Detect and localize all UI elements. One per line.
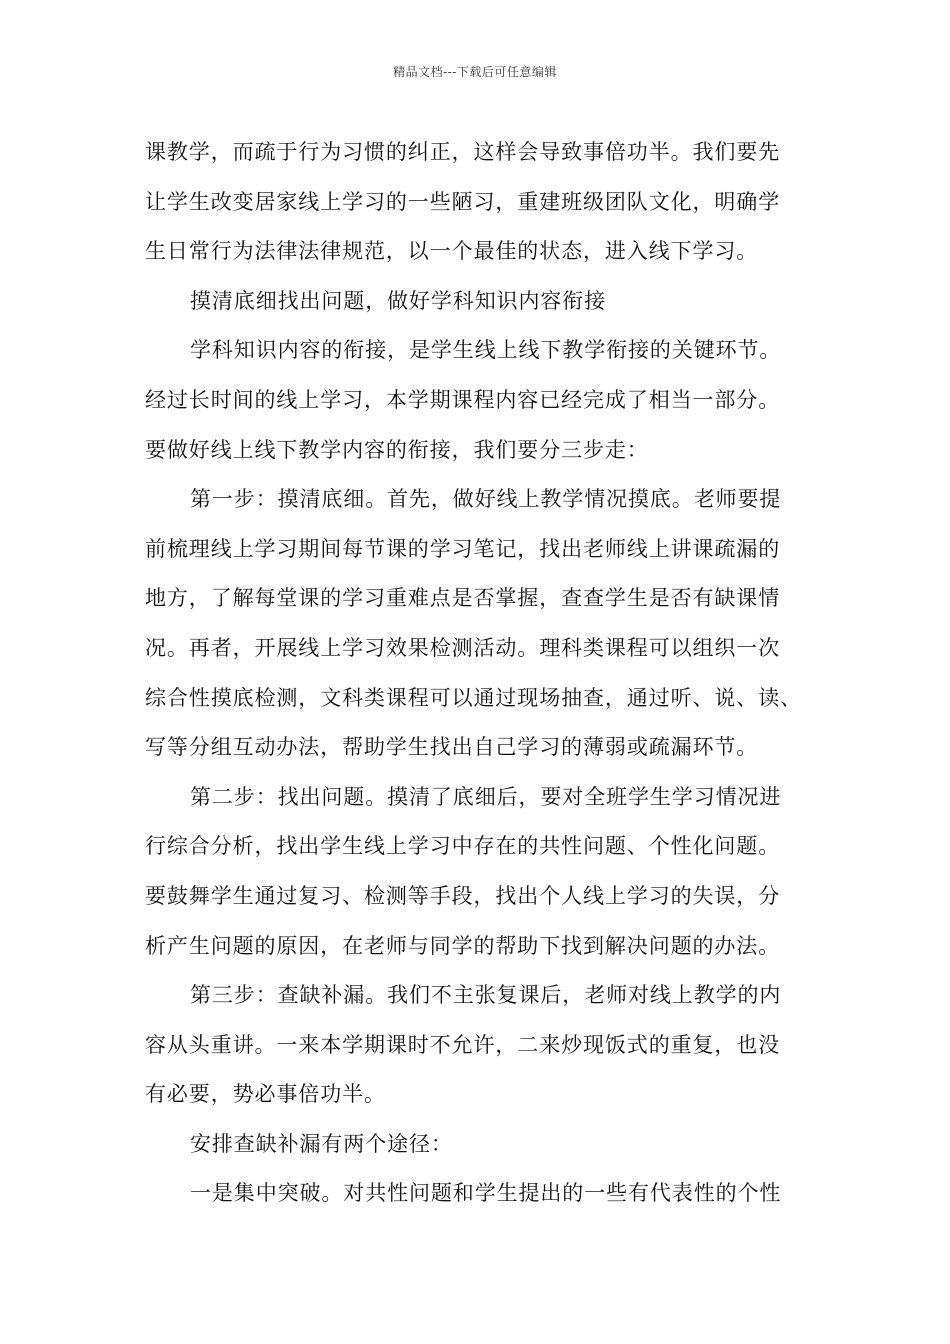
text-line: 写等分组互动办法，帮助学生找出自己学习的薄弱或疏漏环节。 xyxy=(145,735,759,760)
text-line: 经过长时间的线上学习，本学期课程内容已经完成了相当一部分。 xyxy=(145,387,781,412)
text-line: 生日常行为法律法律规范，以一个最佳的状态，进入线下学习。 xyxy=(145,239,759,264)
text-line: 前梳理线上学习期间每节课的学习笔记，找出老师线上讲课疏漏的 xyxy=(145,536,781,561)
text-line: 要做好线上线下教学内容的衔接，我们要分三步走： xyxy=(145,437,649,462)
text-line: 析产生问题的原因，在老师与同学的帮助下找到解决问题的办法。 xyxy=(145,933,781,958)
text-line: 安排查缺补漏有两个途径： xyxy=(190,1131,453,1156)
text-line: 有必要，势必事倍功半。 xyxy=(145,1082,386,1107)
text-line: 学科知识内容的衔接，是学生线上线下教学衔接的关键环节。 xyxy=(190,338,782,363)
text-line: 行综合分析，找出学生线上学习中存在的共性问题、个性化问题。 xyxy=(145,834,781,859)
text-line: 第二步：找出问题。摸清了底细后，要对全班学生学习情况进 xyxy=(190,784,782,809)
document-body xyxy=(145,128,835,1219)
text-line: 第三步：查缺补漏。我们不主张复课后，老师对线上教学的内 xyxy=(190,983,782,1008)
text-line: 课教学，而疏于行为习惯的纠正，这样会导致事倍功半。我们要先 xyxy=(145,140,781,164)
text-line: 况。再者，开展线上学习效果检测活动。理科类课程可以组织一次 xyxy=(145,635,781,660)
text-line: 容从头重讲。一来本学期课时不允许，二来炒现饭式的重复，也没 xyxy=(145,1032,781,1057)
text-line: 让学生改变居家线上学习的一些陋习，重建班级团队文化，明确学 xyxy=(145,189,781,214)
text-line: 一是集中突破。对共性问题和学生提出的一些有代表性的个性 xyxy=(190,1181,782,1206)
text-line: 地方，了解每堂课的学习重难点是否掌握，查查学生是否有缺课情 xyxy=(145,586,781,611)
section-heading: 摸清底细找出问题，做好学科知识内容衔接 xyxy=(190,288,607,313)
text-line: 第一步：摸清底细。首先，做好线上教学情况摸底。老师要提 xyxy=(190,487,782,512)
page-header: 精品文档---下载后可任意编辑 xyxy=(393,65,557,79)
text-line: 综合性摸底检测，文科类课程可以通过现场抽查，通过听、说、读、 xyxy=(145,685,802,710)
text-line: 要鼓舞学生通过复习、检测等手段，找出个人线上学习的失误，分 xyxy=(145,883,781,908)
